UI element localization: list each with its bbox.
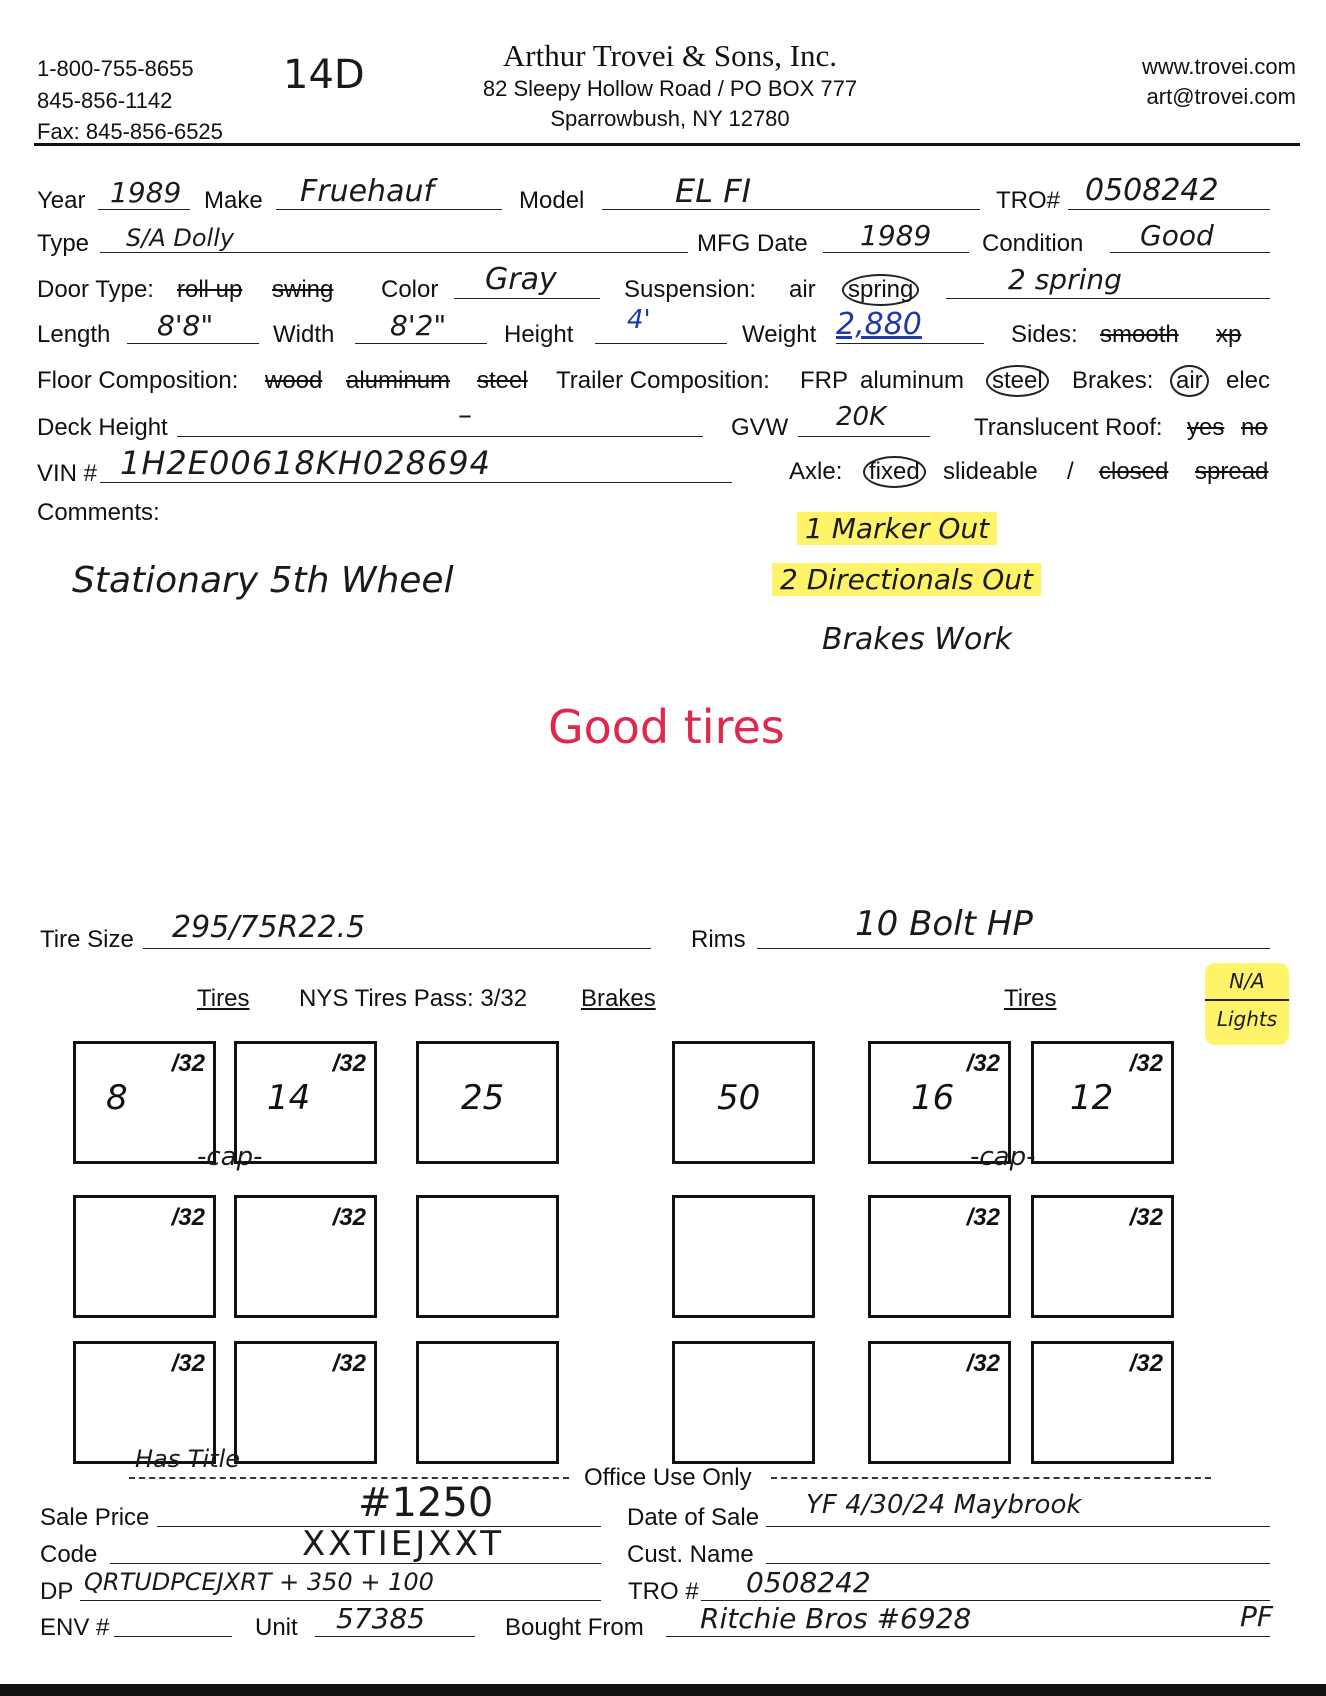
brakes-elec-option: elec <box>1226 367 1271 394</box>
cust-name-label: Cust. Name <box>627 1541 754 1568</box>
axle-slideable-option: slideable <box>943 458 1038 485</box>
deck-height-value: – <box>458 398 472 431</box>
tire-box-r2-li <box>234 1195 377 1318</box>
type-line <box>100 252 688 253</box>
tro-office-value: 0508242 <box>746 1566 871 1599</box>
has-title-note: Has Title <box>135 1445 241 1473</box>
brake-box-r3-right <box>672 1341 815 1464</box>
phone-2: 845-856-1142 <box>37 88 173 113</box>
unit-label: Unit <box>255 1614 298 1641</box>
code-label: Code <box>40 1541 98 1568</box>
company-address: 82 Sleepy Hollow Road / PO BOX 777 <box>482 76 858 101</box>
width-label: Width <box>273 321 335 348</box>
brake-box-r1-right <box>672 1041 815 1164</box>
door-swing-option: swing <box>272 276 334 303</box>
roof-yes-option: yes <box>1187 414 1225 441</box>
unit-line <box>315 1636 475 1637</box>
tire-tread-value: 8 <box>106 1078 128 1118</box>
per32-label: /32 <box>332 1204 366 1231</box>
suspension-value: 2 spring <box>1008 263 1122 296</box>
tro-label: TRO# <box>996 187 1061 214</box>
height-value: 4' <box>627 305 651 335</box>
lights-note <box>1205 963 1289 1045</box>
length-label: Length <box>37 321 111 348</box>
date-of-sale-line <box>766 1526 1270 1527</box>
floor-aluminum-option: aluminum <box>346 367 451 394</box>
height-label: Height <box>504 321 574 348</box>
lot-note: 14D <box>283 52 365 98</box>
trailer-composition-label: Trailer Composition: <box>556 367 770 394</box>
sides-xp-option: xp <box>1216 321 1242 348</box>
per32-label: /32 <box>966 1204 1000 1231</box>
width-line <box>355 343 487 344</box>
cap-left-note: -cap- <box>197 1142 263 1172</box>
model-line <box>602 209 980 210</box>
comment-directionals-out: 2 Directionals Out <box>772 563 1041 596</box>
tire-box-r3-ri <box>868 1341 1011 1464</box>
dp-label: DP <box>40 1578 74 1605</box>
env-line <box>114 1636 232 1637</box>
trailer-steel-option: steel <box>986 365 1049 397</box>
lights-note-bottom: Lights <box>1216 1007 1278 1031</box>
unit-value: 57385 <box>336 1602 426 1635</box>
trailer-aluminum-option: aluminum <box>860 367 965 394</box>
initials-value: PF <box>1240 1600 1273 1633</box>
brake-box-r3-left <box>416 1341 559 1464</box>
axle-separator: / <box>1067 458 1074 485</box>
lights-note-top: N/A <box>1205 963 1289 1001</box>
fax-number: Fax: 845-856-6525 <box>37 119 223 144</box>
gvw-line <box>798 436 930 437</box>
per32-label: /32 <box>171 1204 205 1231</box>
header-divider <box>34 143 1300 146</box>
sale-price-label: Sale Price <box>40 1504 150 1531</box>
axle-fixed-option: fixed <box>863 456 926 488</box>
comment-brakes-work: Brakes Work <box>822 622 1013 657</box>
per32-label: /32 <box>1129 1204 1163 1231</box>
make-line <box>276 209 502 210</box>
trailer-frp-option: FRP <box>800 367 848 394</box>
axle-spread-option: spread <box>1195 458 1269 485</box>
tire-size-line <box>143 948 651 949</box>
tire-tread-value: 16 <box>911 1078 955 1118</box>
cap-right-note: -cap- <box>970 1142 1036 1172</box>
gvw-label: GVW <box>731 414 789 441</box>
company-block <box>400 38 940 132</box>
per32-label: /32 <box>171 1050 205 1077</box>
per32-label: /32 <box>332 1350 366 1377</box>
per32-label: /32 <box>1129 1350 1163 1377</box>
translucent-roof-label: Translucent Roof: <box>974 414 1163 441</box>
per32-label: /32 <box>966 1350 1000 1377</box>
rims-value: 10 Bolt HP <box>855 904 1033 944</box>
year-line <box>98 209 190 210</box>
brake-box-r1-left <box>416 1041 559 1164</box>
tires-left-header: Tires <box>197 985 250 1012</box>
tro-office-label: TRO # <box>628 1578 699 1605</box>
model-value: EL FI <box>675 172 752 210</box>
brake-value: 50 <box>717 1078 761 1118</box>
sides-smooth-option: smooth <box>1100 321 1179 348</box>
suspension-line <box>946 298 1270 299</box>
tire-box-r2-ri <box>868 1195 1011 1318</box>
weight-line <box>836 343 984 344</box>
suspension-label: Suspension: <box>624 276 757 303</box>
floor-wood-option: wood <box>265 367 323 394</box>
per32-label: /32 <box>332 1050 366 1077</box>
brake-box-r2-right <box>672 1195 815 1318</box>
tire-size-label: Tire Size <box>40 926 134 953</box>
condition-line <box>1110 252 1270 253</box>
bought-from-value: Ritchie Bros #6928 <box>700 1602 972 1635</box>
width-value: 8'2" <box>390 309 447 342</box>
mfg-date-line <box>823 252 969 253</box>
sale-price-value: #1250 <box>358 1480 494 1526</box>
tire-size-value: 295/75R22.5 <box>172 910 366 945</box>
floor-composition-label: Floor Composition: <box>37 367 239 394</box>
door-rollup-option: roll up <box>177 276 243 303</box>
brake-value: 25 <box>461 1078 505 1118</box>
company-city: Sparrowbush, NY 12780 <box>550 106 790 131</box>
dp-line <box>80 1600 601 1601</box>
date-of-sale-label: Date of Sale <box>627 1504 760 1531</box>
color-line <box>454 298 600 299</box>
model-label: Model <box>519 187 585 214</box>
comment-marker-out: 1 Marker Out <box>797 512 997 545</box>
comments-label: Comments: <box>37 499 160 526</box>
deck-height-label: Deck Height <box>37 414 168 441</box>
vin-label: VIN # <box>37 460 98 487</box>
mfg-date-label: MFG Date <box>697 230 808 257</box>
office-dash-left <box>129 1477 569 1479</box>
tire-box-r2-ro <box>1031 1195 1174 1318</box>
axle-closed-option: closed <box>1099 458 1169 485</box>
door-type-label: Door Type: <box>37 276 154 303</box>
office-use-only: Office Use Only <box>584 1464 752 1491</box>
tire-tread-value: 12 <box>1070 1078 1114 1118</box>
tire-box-r1-lo <box>73 1041 216 1164</box>
suspension-air-option: air <box>789 276 816 303</box>
comment-stationary: Stationary 5th Wheel <box>72 560 454 601</box>
year-label: Year <box>37 187 86 214</box>
tire-box-r2-lo <box>73 1195 216 1318</box>
per32-label: /32 <box>966 1050 1000 1077</box>
company-website: www.trovei.com <box>1141 54 1296 79</box>
type-value: S/A Dolly <box>126 224 235 252</box>
vin-value: 1H2E00618KH028694 <box>120 444 491 482</box>
dp-value: QRTUDPCEJXRT + 350 + 100 <box>84 1568 434 1596</box>
page-bottom-edge <box>0 1684 1326 1696</box>
env-label: ENV # <box>40 1614 110 1641</box>
make-label: Make <box>204 187 263 214</box>
weight-value: 2,880 <box>836 307 922 342</box>
mfg-date-value: 1989 <box>860 219 932 252</box>
color-label: Color <box>381 276 439 303</box>
rims-line <box>757 948 1270 949</box>
make-value: Fruehauf <box>300 174 435 209</box>
deck-height-line <box>177 436 703 437</box>
comment-good-tires: Good tires <box>548 700 785 754</box>
brakes-air-option: air <box>1170 365 1209 397</box>
year-value: 1989 <box>110 176 182 209</box>
tire-box-r1-ro <box>1031 1041 1174 1164</box>
cust-name-line <box>766 1563 1270 1564</box>
per32-label: /32 <box>171 1350 205 1377</box>
company-name: Arthur Trovei & Sons, Inc. <box>502 38 838 73</box>
tro-office-line <box>701 1600 1270 1601</box>
suspension-spring-option: spring <box>842 274 919 306</box>
length-value: 8'8" <box>157 309 214 342</box>
tire-box-r3-ro <box>1031 1341 1174 1464</box>
brake-box-r2-left <box>416 1195 559 1318</box>
vin-line <box>100 482 732 483</box>
bought-from-label: Bought From <box>505 1614 644 1641</box>
tire-box-r3-li <box>234 1341 377 1464</box>
company-email: art@trovei.com <box>1146 84 1296 109</box>
height-line <box>595 343 727 344</box>
length-line <box>127 343 259 344</box>
tire-tread-value: 14 <box>267 1078 311 1118</box>
sides-label: Sides: <box>1011 321 1078 348</box>
condition-value: Good <box>1140 219 1214 252</box>
axle-label: Axle: <box>789 458 843 485</box>
gvw-value: 20K <box>836 402 887 432</box>
date-of-sale-value: YF 4/30/24 Maybrook <box>806 1490 1082 1520</box>
rims-label: Rims <box>691 926 746 953</box>
brakes-label: Brakes: <box>1072 367 1154 394</box>
color-value: Gray <box>485 262 557 297</box>
roof-no-option: no <box>1241 414 1268 441</box>
office-dash-right <box>771 1477 1211 1479</box>
bought-from-line <box>666 1636 1270 1637</box>
floor-steel-option: steel <box>477 367 528 394</box>
condition-label: Condition <box>982 230 1084 257</box>
type-label: Type <box>37 230 90 257</box>
per32-label: /32 <box>1129 1050 1163 1077</box>
weight-label: Weight <box>742 321 817 348</box>
tires-right-header: Tires <box>1004 985 1057 1012</box>
nys-tires-pass: NYS Tires Pass: 3/32 <box>299 985 528 1012</box>
tro-line <box>1068 209 1270 210</box>
brakes-header: Brakes <box>581 985 656 1012</box>
phone-1: 1-800-755-8655 <box>37 56 194 81</box>
tro-value: 0508242 <box>1085 173 1219 208</box>
code-value: XXTIEJXXT <box>302 1524 505 1564</box>
